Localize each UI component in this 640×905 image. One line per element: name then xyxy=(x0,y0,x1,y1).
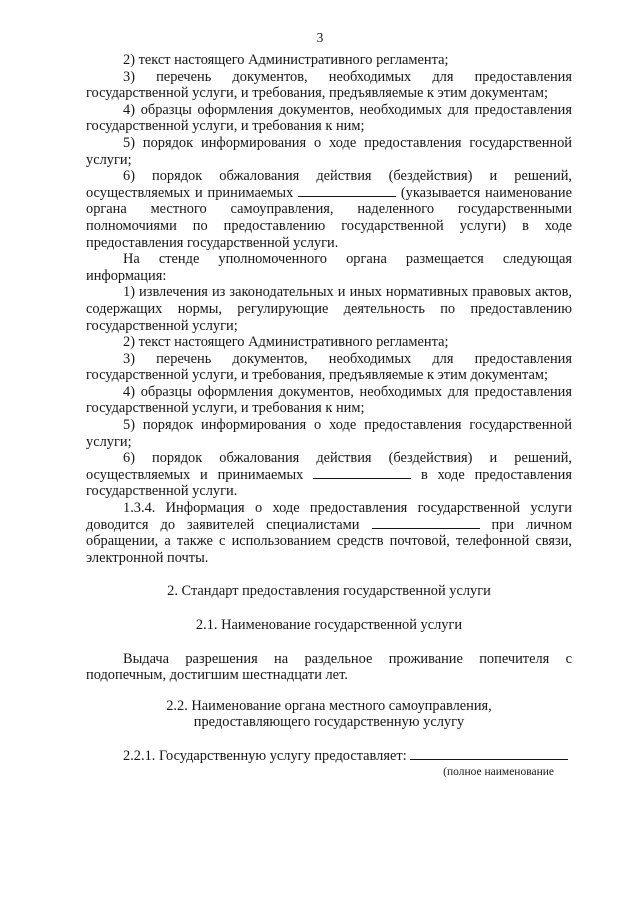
paragraph-1-3-4-text-start: 1.3.4. Информация о ходе предоставления государственной услуги доводится до заявителей специалистами xyxy=(86,500,572,533)
blank-field-line xyxy=(313,467,411,479)
spacer xyxy=(86,634,572,651)
field-caption: (полное наименование xyxy=(443,765,554,778)
page-number: 3 xyxy=(316,30,324,45)
spacer xyxy=(86,731,572,748)
stand-paragraph-item-1: 1) извлечения из законодательных и иных нормативных правовых актов, содержащих нормы, регулирующие деятельность по предоставлению государственной услуги; xyxy=(86,284,572,334)
paragraph-item-2: 2) текст настоящего Административного регламента; xyxy=(123,52,449,68)
spacer xyxy=(86,684,572,698)
paragraph-item-6 xyxy=(86,168,572,251)
stand-paragraph-item-4: 4) образцы оформления документов, необходимых для предоставления государственной услуги, и требования к ним; xyxy=(86,383,572,417)
stand-paragraph-item-2: 2) текст настоящего Административного регламента; xyxy=(123,334,449,351)
paragraph-item-4: 4) образцы оформления документов, необходимых для предоставления государственной услуги, и требования к ним; xyxy=(86,101,572,135)
spacer xyxy=(86,600,572,617)
section-2-heading: 2. Стандарт предоставления государственной услуги xyxy=(167,583,491,600)
paragraph-1-3-4 xyxy=(86,500,572,566)
stand-paragraph-item-6-text-end: в ходе предоставления государственной услуги. xyxy=(86,466,572,500)
paragraph-item-5: 5) порядок информирования о ходе предоставления государственной услуги; xyxy=(86,134,572,168)
section-2-1-heading: 2.1. Наименование государственной услуги xyxy=(195,617,463,633)
blank-field-line xyxy=(372,517,480,529)
paragraph-item-6-text-start: 6) порядок обжалования действия (бездействия) и решений, осуществляемых и принимаемых xyxy=(86,168,572,201)
stand-paragraph-item-5: 5) порядок информирования о ходе предоставления государственной услуги; xyxy=(86,417,572,450)
stand-paragraph-item-6-text-start: 6) порядок обжалования действия (бездействия) и решений, осуществляемых и принимаемых xyxy=(86,450,572,483)
stand-paragraph-item-6 xyxy=(86,450,572,500)
spacer xyxy=(86,566,572,583)
section-2-2-heading-line-2: предоставляющего государственную услугу xyxy=(193,714,465,731)
paragraph-1-3-4-text-end: при личном обращении, а также с использованием средств почтовой, телефонной связи, электронной почты. xyxy=(86,516,572,566)
blank-field-line xyxy=(410,748,568,760)
section-2-1-text: Выдача разрешения на раздельное проживание попечителя с подопечным, достигшим шестнадцати лет. xyxy=(86,650,572,684)
blank-field-line xyxy=(298,185,396,197)
section-2-2-heading-line-1: 2.2. Наименование органа местного самоуправления, xyxy=(166,697,492,714)
paragraph-2-2-1 xyxy=(86,748,572,765)
stand-intro-paragraph: На стенде уполномоченного органа размещается следующая информация: xyxy=(86,251,572,284)
paragraph-item-3: 3) перечень документов, необходимых для предоставления государственной услуги, и требования, предъявляемые к этим документам; xyxy=(86,68,572,102)
paragraph-2-2-1-text: 2.2.1. Государственную услугу предоставляет: xyxy=(123,747,411,764)
paragraph-item-6-text-end: (указывается наименование органа местного самоуправления, наделенного государственными полномочиями по предоставлению государственной услуги) в ходе предоставления государственной услуги. xyxy=(86,184,572,251)
document-body xyxy=(86,52,572,779)
stand-paragraph-item-3: 3) перечень документов, необходимых для предоставления государственной услуги, и требования, предъявляемые к этим документам; xyxy=(86,350,572,384)
